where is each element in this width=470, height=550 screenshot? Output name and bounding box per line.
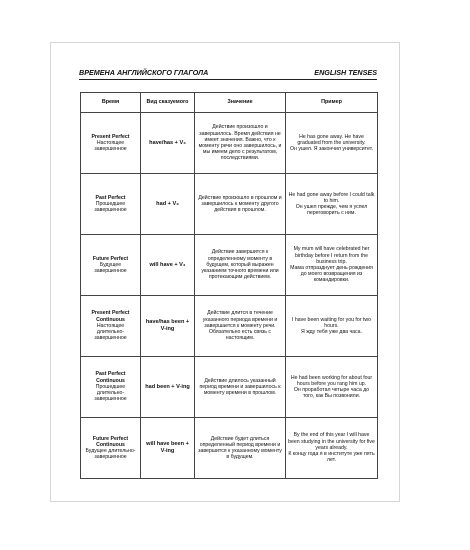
example-ru: Он ушел. Я закончил университет.: [290, 146, 373, 153]
example-cell: [286, 113, 378, 174]
meaning-cell: Действие произошло и завершилось. Время действия не имеет значения. Важно, что к моменту речи оно завершилось, и мы имеем дело с результатом, последствиями.: [195, 113, 286, 174]
form-cell: had been + V-ing: [141, 357, 195, 418]
tenses-table: [80, 92, 378, 479]
example-cell: [286, 357, 378, 418]
table-row: [81, 174, 378, 235]
table-row: [81, 296, 378, 357]
tense-name-en: Past Perfect Continuous: [95, 371, 126, 384]
form-cell: will have + V₃: [141, 235, 195, 296]
meaning-cell: Действие завершится к определенному моменту в будущем, который выражен указанием точного времени или протекающим действием.: [195, 235, 286, 296]
example-cell: [286, 418, 378, 479]
example-ru: Мама отпразднует день рождения до моего возвращения из командировки.: [290, 265, 373, 284]
example-ru: К концу года я в институте уже пять лет.: [288, 451, 375, 464]
tense-name-ru: Настоящее длительно-завершенное: [94, 322, 127, 342]
tense-name-ru: Настоящее завершенное: [94, 139, 127, 153]
example-ru: Я жду тебя уже два часа.: [301, 329, 362, 336]
tense-name-ru: Прошедшее длительно-завершенное: [94, 383, 127, 403]
column-header-tense: Время: [81, 93, 141, 113]
example-cell: [286, 296, 378, 357]
tense-cell: [81, 174, 141, 235]
meaning-cell: Действие будет длиться определенный период времени и завершится к указанному моменту в будущем.: [195, 418, 286, 479]
table-row: [81, 357, 378, 418]
example-en: He had gone away before I could talk to him.: [288, 191, 375, 204]
meaning-cell: Действие длилось указанный период времени и завершилось к моменту времени в прошлом.: [195, 357, 286, 418]
tense-cell: [81, 418, 141, 479]
example-cell: [286, 235, 378, 296]
example-en: My mum will have celebrated her birthday before I return from the business trip.: [293, 246, 370, 265]
example-ru: Он проработал четыре часа до того, как Вы позвонили.: [293, 387, 370, 400]
tense-name-ru: Прошедшее завершенное: [94, 200, 127, 214]
form-cell: had + V₃: [141, 174, 195, 235]
example-en: He has gone away. He have graduated from the university.: [297, 133, 366, 146]
header-rule: [79, 79, 377, 80]
tense-name-en: Present Perfect Continuous: [91, 310, 130, 323]
meaning-cell: Действие произошло в прошлом и завершилось к моменту другого действия в прошлом.: [195, 174, 286, 235]
table-header-row: [81, 93, 378, 113]
meaning-cell: Действие длится в течение указанного периода времени и завершается к моменту речи. Обязательно есть связь с настоящим.: [195, 296, 286, 357]
tense-name-en: Future Perfect Continuous: [92, 435, 129, 448]
tense-cell: [81, 357, 141, 418]
tense-name-en: Present Perfect: [91, 133, 130, 140]
tense-name-ru: Будущее завершенное: [94, 261, 127, 275]
table-row: [81, 418, 378, 479]
tense-cell: [81, 113, 141, 174]
column-header-form: Вид сказуемого: [141, 93, 195, 113]
column-header-meaning: Значение: [195, 93, 286, 113]
tense-name-en: Future Perfect: [92, 255, 129, 262]
form-cell: have/has been + V-ing: [141, 296, 195, 357]
form-cell: have/has + V₃: [141, 113, 195, 174]
column-header-example: Пример: [286, 93, 378, 113]
example-en: He had been working for about four hours before you rang him up.: [290, 374, 373, 387]
tense-name-en: Past Perfect: [95, 194, 126, 201]
title-russian: ВРЕМЕНА АНГЛИЙСКОГО ГЛАГОЛА: [79, 68, 209, 77]
title-english: ENGLISH TENSES: [314, 68, 377, 77]
tense-cell: [81, 296, 141, 357]
table-row: [81, 113, 378, 174]
tense-cell: [81, 235, 141, 296]
form-cell: will have been + V-ing: [141, 418, 195, 479]
example-cell: [286, 174, 378, 235]
tense-name-ru: Будущее длительно-завершенное: [85, 448, 136, 461]
example-en: By the end of this year I will have been studying in the university for five years already.: [288, 432, 375, 451]
table-row: [81, 235, 378, 296]
example-en: I have been waiting for you for two hours.: [291, 316, 371, 329]
example-ru: Он ушел прежде, чем я успел переговорить с ним.: [295, 204, 368, 217]
